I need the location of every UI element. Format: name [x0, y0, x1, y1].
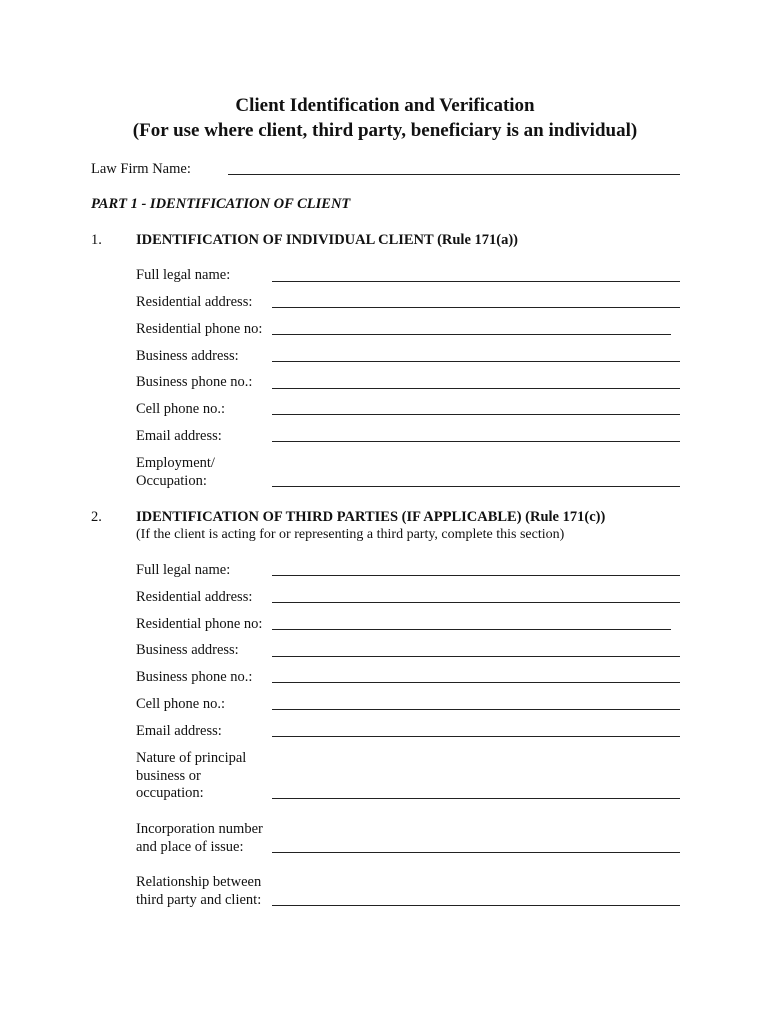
s1-email-label: Email address:: [136, 428, 222, 444]
s1-cell-phone-line[interactable]: [272, 414, 680, 415]
s1-residential-address-label: Residential address:: [136, 294, 253, 310]
s2-residential-address-label: Residential address:: [136, 589, 253, 605]
s2-business-address-label: Business address:: [136, 642, 239, 658]
s2-relationship-label-line1: Relationship between: [136, 874, 262, 890]
s2-residential-phone-line[interactable]: [272, 629, 671, 630]
s1-employment-line[interactable]: [272, 486, 680, 487]
s2-incorporation-line[interactable]: [272, 852, 680, 853]
part1-heading: PART 1 - IDENTIFICATION OF CLIENT: [91, 196, 351, 212]
s1-business-phone-label: Business phone no.:: [136, 374, 253, 390]
s2-incorporation-label-line1: Incorporation number: [136, 821, 263, 837]
s2-nature-label-line1: Nature of principal: [136, 750, 247, 766]
s2-business-phone-label: Business phone no.:: [136, 669, 253, 685]
s2-nature-label-line2: business or: [136, 768, 201, 784]
s2-full-legal-name-label: Full legal name:: [136, 562, 231, 578]
form-subtitle: (For use where client, third party, beneficiary is an individual): [132, 120, 638, 141]
section1-number: 1.: [91, 232, 102, 248]
s2-relationship-line[interactable]: [272, 905, 680, 906]
s1-email-line[interactable]: [272, 441, 680, 442]
section2-note: (If the client is acting for or representing a third party, complete this section): [136, 527, 565, 542]
s1-business-address-line[interactable]: [272, 361, 680, 362]
s2-residential-address-line[interactable]: [272, 602, 680, 603]
s2-cell-phone-line[interactable]: [272, 709, 680, 710]
form-title: Client Identification and Verification: [235, 95, 535, 116]
section2-heading: IDENTIFICATION OF THIRD PARTIES (IF APPLICABLE) (Rule 171(c)): [136, 509, 606, 525]
section1-heading: IDENTIFICATION OF INDIVIDUAL CLIENT (Rule 171(a)): [136, 232, 519, 248]
s2-incorporation-label-line2: and place of issue:: [136, 839, 244, 855]
s1-business-phone-line[interactable]: [272, 388, 680, 389]
s2-business-address-line[interactable]: [272, 656, 680, 657]
s1-residential-phone-label: Residential phone no:: [136, 321, 263, 337]
s1-employment-label-line2: Occupation:: [136, 473, 207, 489]
s1-full-legal-name-line[interactable]: [272, 281, 680, 282]
s2-email-label: Email address:: [136, 723, 222, 739]
s1-residential-phone-line[interactable]: [272, 334, 671, 335]
s2-nature-label-line3: occupation:: [136, 785, 204, 801]
s1-business-address-label: Business address:: [136, 348, 239, 364]
s2-relationship-label-line2: third party and client:: [136, 892, 262, 908]
s2-email-line[interactable]: [272, 736, 680, 737]
s1-cell-phone-label: Cell phone no.:: [136, 401, 226, 417]
s2-cell-phone-label: Cell phone no.:: [136, 696, 226, 712]
s1-employment-label-line1: Employment/: [136, 455, 215, 471]
law-firm-input-line[interactable]: [228, 174, 680, 175]
s2-nature-line[interactable]: [272, 798, 680, 799]
s2-full-legal-name-line[interactable]: [272, 575, 680, 576]
s1-full-legal-name-label: Full legal name:: [136, 267, 231, 283]
s2-residential-phone-label: Residential phone no:: [136, 616, 263, 632]
section2-number: 2.: [91, 509, 102, 525]
s2-business-phone-line[interactable]: [272, 682, 680, 683]
law-firm-label: Law Firm Name:: [91, 161, 191, 177]
s1-residential-address-line[interactable]: [272, 307, 680, 308]
